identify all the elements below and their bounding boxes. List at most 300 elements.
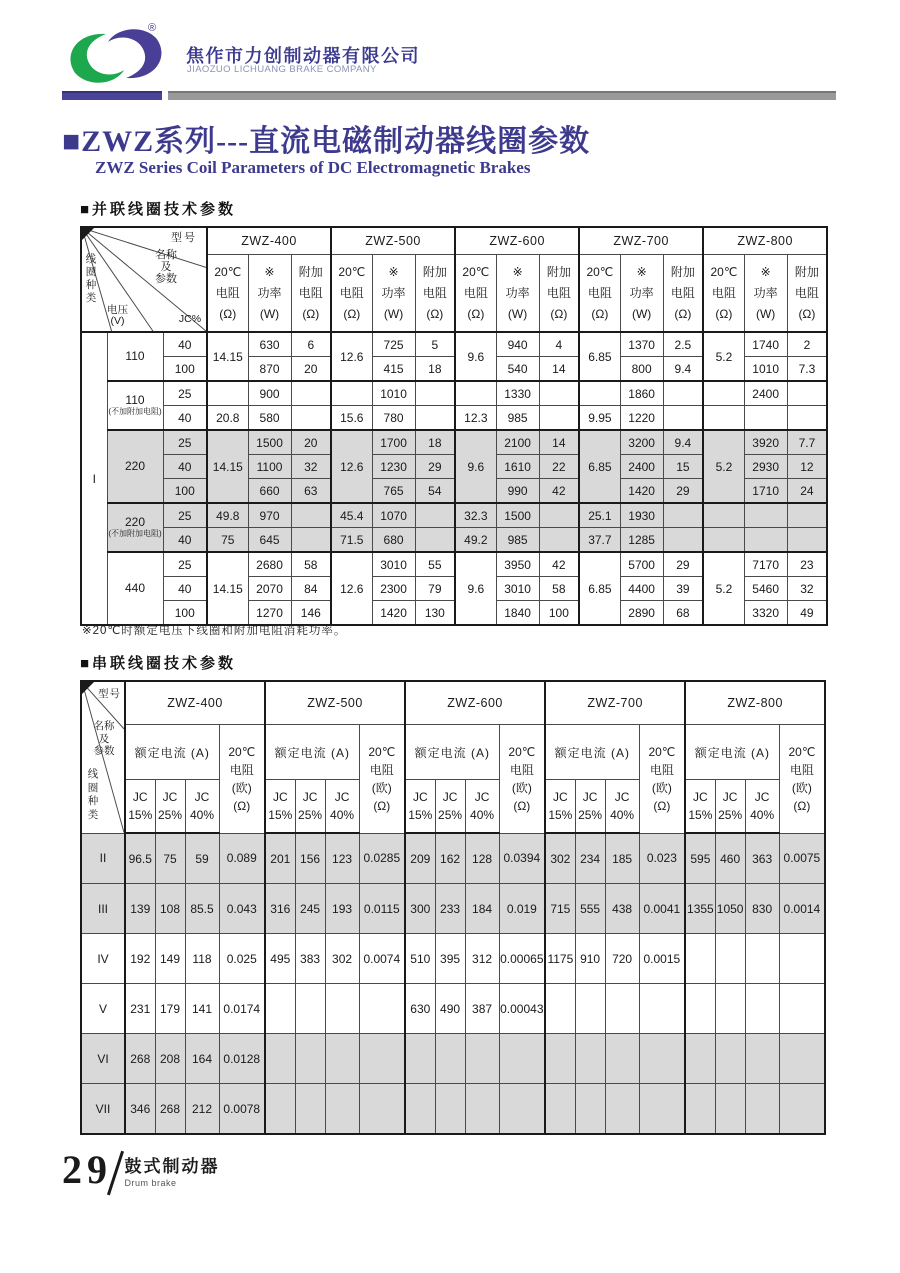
current-cell — [685, 1084, 715, 1135]
column-header: 附加 电阻 (Ω) — [663, 255, 703, 333]
resistance-cell: 9.6 — [455, 332, 496, 381]
additional-resistance-cell: 39 — [663, 577, 703, 601]
power-cell: 1930 — [620, 503, 663, 528]
resistance-cell — [779, 1034, 825, 1084]
current-cell — [685, 1034, 715, 1084]
page-subtitle: ZWZ Series Coil Parameters of DC Electromagnetic Brakes — [95, 158, 531, 177]
resistance-cell — [359, 1084, 405, 1135]
resistance-cell: 6.85 — [579, 332, 620, 381]
current-cell: 490 — [435, 984, 465, 1034]
current-cell: 245 — [295, 884, 325, 934]
additional-resistance-cell: 7.7 — [787, 430, 827, 455]
power-cell: 3950 — [496, 552, 539, 577]
resistance-cell — [639, 984, 685, 1034]
current-cell — [745, 1084, 779, 1135]
coil-type-cell: III — [81, 884, 125, 934]
model-header: ZWZ-800 — [703, 227, 827, 255]
current-cell — [685, 934, 715, 984]
additional-resistance-cell: 20 — [291, 357, 331, 382]
resistance-header: 20℃ 电阻 (欧) (Ω) — [639, 725, 685, 834]
model-header: ZWZ-500 — [265, 681, 405, 725]
corner-label-name: 名称 及 参数 — [93, 720, 115, 758]
additional-resistance-cell: 14 — [539, 430, 579, 455]
current-cell: 830 — [745, 884, 779, 934]
power-cell: 1010 — [744, 357, 787, 382]
additional-resistance-cell — [787, 381, 827, 406]
current-cell — [575, 1084, 605, 1135]
additional-resistance-cell — [291, 381, 331, 406]
additional-resistance-cell: 15 — [663, 455, 703, 479]
jc-cell: 40 — [163, 455, 207, 479]
current-cell — [265, 1084, 295, 1135]
current-cell — [435, 1034, 465, 1084]
additional-resistance-cell: 54 — [415, 479, 455, 504]
jc-cell: 40 — [163, 528, 207, 553]
column-header: 20℃ 电阻 (Ω) — [207, 255, 248, 333]
resistance-cell — [779, 1084, 825, 1135]
jc-cell: 40 — [163, 406, 207, 431]
current-cell: 595 — [685, 833, 715, 884]
additional-resistance-cell: 32 — [291, 455, 331, 479]
jc-duty-header: JC 25% — [435, 780, 465, 834]
resistance-cell — [331, 381, 372, 406]
resistance-cell: 12.6 — [331, 332, 372, 381]
power-cell: 645 — [248, 528, 291, 553]
power-cell: 1230 — [372, 455, 415, 479]
power-cell: 1270 — [248, 601, 291, 626]
resistance-cell: 0.025 — [219, 934, 265, 984]
additional-resistance-cell: 4 — [539, 332, 579, 357]
power-cell: 1500 — [248, 430, 291, 455]
current-cell: 118 — [185, 934, 219, 984]
current-cell — [325, 1034, 359, 1084]
table-footnote: ※20℃时额定电压下线圈和附加电阻消耗功率。 — [82, 625, 347, 637]
logo-swirl-icon — [60, 24, 190, 90]
current-cell — [715, 984, 745, 1034]
current-cell: 302 — [545, 833, 575, 884]
current-cell: 460 — [715, 833, 745, 884]
voltage-note: (不加附加电阻) — [108, 407, 162, 417]
jc-cell: 25 — [163, 552, 207, 577]
additional-resistance-cell: 22 — [539, 455, 579, 479]
resistance-cell: 75 — [207, 528, 248, 553]
voltage-note: (不加附加电阻) — [108, 529, 162, 539]
jc-duty-header: JC 40% — [745, 780, 779, 834]
column-header: ※ 功率 (W) — [744, 255, 787, 333]
voltage-cell: 110 (不加附加电阻) — [107, 381, 163, 430]
current-cell — [545, 1084, 575, 1135]
additional-resistance-cell: 68 — [663, 601, 703, 626]
current-cell: 715 — [545, 884, 575, 934]
resistance-cell — [703, 381, 744, 406]
current-cell: 123 — [325, 833, 359, 884]
current-cell: 268 — [125, 1034, 155, 1084]
resistance-cell: 0.00043 — [499, 984, 545, 1034]
page-title: ■ZWZ系列---直流电磁制动器线圈参数 — [62, 125, 591, 158]
current-cell: 383 — [295, 934, 325, 984]
power-cell: 780 — [372, 406, 415, 431]
corner-label-model: 型号 — [98, 688, 121, 700]
resistance-header: 20℃ 电阻 (欧) (Ω) — [219, 725, 265, 834]
jc-duty-header: JC 25% — [155, 780, 185, 834]
resistance-cell: 14.15 — [207, 430, 248, 503]
current-cell: 1175 — [545, 934, 575, 984]
power-cell: 680 — [372, 528, 415, 553]
column-header: 20℃ 电阻 (Ω) — [579, 255, 620, 333]
power-cell: 1740 — [744, 332, 787, 357]
model-header: ZWZ-600 — [405, 681, 545, 725]
additional-resistance-cell — [539, 503, 579, 528]
resistance-cell — [455, 381, 496, 406]
current-cell: 149 — [155, 934, 185, 984]
additional-resistance-cell — [539, 528, 579, 553]
additional-resistance-cell: 12 — [787, 455, 827, 479]
power-cell: 800 — [620, 357, 663, 382]
resistance-cell: 20.8 — [207, 406, 248, 431]
current-cell: 185 — [605, 833, 639, 884]
rated-current-header: 额定电流 (A) — [545, 725, 639, 780]
coil-type-cell: VII — [81, 1084, 125, 1135]
resistance-cell: 0.0041 — [639, 884, 685, 934]
resistance-cell: 5.2 — [703, 430, 744, 503]
coil-type-cell: II — [81, 833, 125, 884]
current-cell — [575, 1034, 605, 1084]
column-header: 附加 电阻 (Ω) — [787, 255, 827, 333]
current-cell: 363 — [745, 833, 779, 884]
power-cell: 1370 — [620, 332, 663, 357]
current-cell: 85.5 — [185, 884, 219, 934]
current-cell: 300 — [405, 884, 435, 934]
column-header: 附加 电阻 (Ω) — [291, 255, 331, 333]
registered-trademark-icon: ® — [148, 22, 157, 34]
additional-resistance-cell: 14 — [539, 357, 579, 382]
company-name: 焦作市力创制动器有限公司 — [186, 46, 420, 66]
jc-duty-header: JC 15% — [125, 780, 155, 834]
jc-duty-header: JC 25% — [575, 780, 605, 834]
column-header: ※ 功率 (W) — [372, 255, 415, 333]
current-cell — [745, 934, 779, 984]
resistance-cell: 0.0115 — [359, 884, 405, 934]
current-cell: 164 — [185, 1034, 219, 1084]
additional-resistance-cell — [415, 406, 455, 431]
current-cell — [605, 984, 639, 1034]
power-cell: 1700 — [372, 430, 415, 455]
power-cell: 1010 — [372, 381, 415, 406]
additional-resistance-cell — [787, 406, 827, 431]
power-cell: 1285 — [620, 528, 663, 553]
jc-cell: 25 — [163, 381, 207, 406]
voltage-cell: 220 — [107, 430, 163, 503]
power-cell: 1330 — [496, 381, 539, 406]
current-cell: 208 — [155, 1034, 185, 1084]
power-cell: 1860 — [620, 381, 663, 406]
resistance-cell: 6.85 — [579, 552, 620, 625]
jc-duty-header: JC 15% — [405, 780, 435, 834]
resistance-cell: 37.7 — [579, 528, 620, 553]
power-cell — [744, 503, 787, 528]
jc-duty-header: JC 25% — [715, 780, 745, 834]
corner-label-jc: JC% — [178, 313, 202, 326]
resistance-cell: 6.85 — [579, 430, 620, 503]
power-cell: 1100 — [248, 455, 291, 479]
resistance-cell: 0.023 — [639, 833, 685, 884]
current-cell: 141 — [185, 984, 219, 1034]
power-cell: 3010 — [372, 552, 415, 577]
corner-label-name: 名称 及 参数 — [155, 249, 178, 286]
power-cell: 2300 — [372, 577, 415, 601]
resistance-cell — [703, 503, 744, 528]
current-cell: 96.5 — [125, 833, 155, 884]
power-cell: 1420 — [372, 601, 415, 626]
additional-resistance-cell: 29 — [663, 552, 703, 577]
current-cell: 184 — [465, 884, 499, 934]
additional-resistance-cell — [291, 528, 331, 553]
additional-resistance-cell: 9.4 — [663, 430, 703, 455]
model-header: ZWZ-700 — [579, 227, 703, 255]
resistance-cell: 0.0174 — [219, 984, 265, 1034]
current-cell: 209 — [405, 833, 435, 884]
column-header: ※ 功率 (W) — [620, 255, 663, 333]
power-cell: 1500 — [496, 503, 539, 528]
current-cell: 910 — [575, 934, 605, 984]
footer-section-subtitle: Drum brake — [124, 1178, 177, 1188]
resistance-cell — [703, 528, 744, 553]
current-cell: 231 — [125, 984, 155, 1034]
series-table-body — [81, 833, 825, 1134]
current-cell: 234 — [575, 833, 605, 884]
model-header: ZWZ-800 — [685, 681, 825, 725]
parallel-table-body — [81, 332, 827, 625]
current-cell: 555 — [575, 884, 605, 934]
resistance-cell: 5.2 — [703, 332, 744, 381]
current-cell: 720 — [605, 934, 639, 984]
jc-cell: 100 — [163, 357, 207, 382]
series-table-head — [81, 681, 825, 833]
additional-resistance-cell — [539, 381, 579, 406]
current-cell: 316 — [265, 884, 295, 934]
column-header: 20℃ 电阻 (Ω) — [703, 255, 744, 333]
resistance-cell: 0.0074 — [359, 934, 405, 984]
additional-resistance-cell: 32 — [787, 577, 827, 601]
additional-resistance-cell: 55 — [415, 552, 455, 577]
corner-label-model: 型号 — [171, 232, 198, 244]
power-cell: 985 — [496, 528, 539, 553]
resistance-cell — [639, 1084, 685, 1135]
jc-cell: 25 — [163, 430, 207, 455]
resistance-cell: 0.0394 — [499, 833, 545, 884]
additional-resistance-cell: 2 — [787, 332, 827, 357]
resistance-cell: 0.019 — [499, 884, 545, 934]
additional-resistance-cell: 29 — [415, 455, 455, 479]
power-cell: 940 — [496, 332, 539, 357]
power-cell: 5460 — [744, 577, 787, 601]
resistance-cell: 32.3 — [455, 503, 496, 528]
current-cell — [435, 1084, 465, 1135]
current-cell: 212 — [185, 1084, 219, 1135]
resistance-cell — [779, 934, 825, 984]
resistance-cell: 12.6 — [331, 552, 372, 625]
additional-resistance-cell: 130 — [415, 601, 455, 626]
additional-resistance-cell: 2.5 — [663, 332, 703, 357]
jc-cell: 100 — [163, 479, 207, 504]
power-cell: 3010 — [496, 577, 539, 601]
power-cell: 1610 — [496, 455, 539, 479]
model-header: ZWZ-500 — [331, 227, 455, 255]
current-cell: 1355 — [685, 884, 715, 934]
resistance-cell: 0.0128 — [219, 1034, 265, 1084]
resistance-cell — [779, 984, 825, 1034]
parallel-coil-table — [80, 226, 828, 626]
additional-resistance-cell: 18 — [415, 430, 455, 455]
current-cell: 387 — [465, 984, 499, 1034]
power-cell: 3920 — [744, 430, 787, 455]
additional-resistance-cell: 9.4 — [663, 357, 703, 382]
current-cell: 139 — [125, 884, 155, 934]
power-cell: 540 — [496, 357, 539, 382]
additional-resistance-cell: 42 — [539, 552, 579, 577]
additional-resistance-cell: 58 — [539, 577, 579, 601]
current-cell — [745, 1034, 779, 1084]
footer-section-title: 鼓式制动器 — [124, 1157, 220, 1176]
series-corner-cell — [81, 681, 125, 833]
additional-resistance-cell: 58 — [291, 552, 331, 577]
additional-resistance-cell — [663, 406, 703, 431]
power-cell: 2070 — [248, 577, 291, 601]
section-heading-parallel: ■并联线圈技术参数 — [80, 201, 237, 218]
additional-resistance-cell — [415, 528, 455, 553]
current-cell — [265, 1034, 295, 1084]
resistance-cell — [359, 984, 405, 1034]
current-cell — [295, 1084, 325, 1135]
additional-resistance-cell: 20 — [291, 430, 331, 455]
current-cell: 179 — [155, 984, 185, 1034]
column-header: ※ 功率 (W) — [496, 255, 539, 333]
current-cell — [325, 1084, 359, 1135]
current-cell: 346 — [125, 1084, 155, 1135]
rated-current-header: 额定电流 (A) — [125, 725, 219, 780]
jc-duty-header: JC 40% — [605, 780, 639, 834]
resistance-cell: 49.2 — [455, 528, 496, 553]
current-cell: 75 — [155, 833, 185, 884]
resistance-cell: 0.0014 — [779, 884, 825, 934]
resistance-cell: 0.00065 — [499, 934, 545, 984]
resistance-cell: 0.0078 — [219, 1084, 265, 1135]
additional-resistance-cell — [663, 503, 703, 528]
power-cell: 2400 — [620, 455, 663, 479]
power-cell: 990 — [496, 479, 539, 504]
current-cell: 630 — [405, 984, 435, 1034]
current-cell — [745, 984, 779, 1034]
company-logo — [60, 24, 190, 90]
additional-resistance-cell — [787, 528, 827, 553]
additional-resistance-cell — [415, 381, 455, 406]
resistance-cell: 5.2 — [703, 552, 744, 625]
page-number: 29 — [62, 1147, 112, 1192]
rated-current-header: 额定电流 (A) — [265, 725, 359, 780]
additional-resistance-cell: 146 — [291, 601, 331, 626]
resistance-cell: 0.0075 — [779, 833, 825, 884]
additional-resistance-cell: 100 — [539, 601, 579, 626]
corner-label-coil-type: 线圈种类 — [87, 767, 99, 821]
current-cell: 128 — [465, 833, 499, 884]
current-cell: 438 — [605, 884, 639, 934]
current-cell: 201 — [265, 833, 295, 884]
voltage-cell: 110 — [107, 332, 163, 381]
current-cell — [715, 934, 745, 984]
resistance-cell: 0.089 — [219, 833, 265, 884]
jc-duty-header: JC 40% — [185, 780, 219, 834]
additional-resistance-cell — [663, 528, 703, 553]
power-cell: 4400 — [620, 577, 663, 601]
additional-resistance-cell — [787, 503, 827, 528]
current-cell — [405, 1034, 435, 1084]
power-cell: 7170 — [744, 552, 787, 577]
additional-resistance-cell — [415, 503, 455, 528]
power-cell: 415 — [372, 357, 415, 382]
additional-resistance-cell: 29 — [663, 479, 703, 504]
additional-resistance-cell: 79 — [415, 577, 455, 601]
jc-cell: 40 — [163, 332, 207, 357]
jc-cell: 40 — [163, 577, 207, 601]
current-cell: 156 — [295, 833, 325, 884]
model-header: ZWZ-400 — [207, 227, 331, 255]
current-cell: 192 — [125, 934, 155, 984]
current-cell — [265, 984, 295, 1034]
additional-resistance-cell: 24 — [787, 479, 827, 504]
voltage-cell: 220 (不加附加电阻) — [107, 503, 163, 552]
resistance-cell: 9.6 — [455, 552, 496, 625]
resistance-cell: 15.6 — [331, 406, 372, 431]
current-cell: 162 — [435, 833, 465, 884]
power-cell: 2400 — [744, 381, 787, 406]
current-cell — [545, 1034, 575, 1084]
coil-type-cell: I — [81, 332, 107, 625]
voltage-cell: 440 — [107, 552, 163, 625]
additional-resistance-cell: 18 — [415, 357, 455, 382]
current-cell — [605, 1034, 639, 1084]
current-cell: 395 — [435, 934, 465, 984]
power-cell: 1710 — [744, 479, 787, 504]
power-cell: 3200 — [620, 430, 663, 455]
coil-type-cell: V — [81, 984, 125, 1034]
jc-duty-header: JC 40% — [325, 780, 359, 834]
additional-resistance-cell: 7.3 — [787, 357, 827, 382]
current-cell — [295, 984, 325, 1034]
current-cell — [605, 1084, 639, 1135]
power-cell: 660 — [248, 479, 291, 504]
column-header: 20℃ 电阻 (Ω) — [455, 255, 496, 333]
additional-resistance-cell: 5 — [415, 332, 455, 357]
resistance-cell: 9.6 — [455, 430, 496, 503]
resistance-cell — [207, 381, 248, 406]
parallel-table-head — [81, 227, 827, 332]
power-cell: 2100 — [496, 430, 539, 455]
jc-duty-header: JC 25% — [295, 780, 325, 834]
current-cell: 495 — [265, 934, 295, 984]
rated-current-header: 额定电流 (A) — [405, 725, 499, 780]
resistance-cell — [499, 1034, 545, 1084]
column-header: 附加 电阻 (Ω) — [415, 255, 455, 333]
current-cell — [715, 1034, 745, 1084]
coil-type-cell: VI — [81, 1034, 125, 1084]
coil-type-cell: IV — [81, 934, 125, 984]
resistance-cell: 9.95 — [579, 406, 620, 431]
rated-current-header: 额定电流 (A) — [685, 725, 779, 780]
power-cell: 580 — [248, 406, 291, 431]
power-cell: 870 — [248, 357, 291, 382]
resistance-cell — [579, 381, 620, 406]
jc-cell: 100 — [163, 601, 207, 626]
